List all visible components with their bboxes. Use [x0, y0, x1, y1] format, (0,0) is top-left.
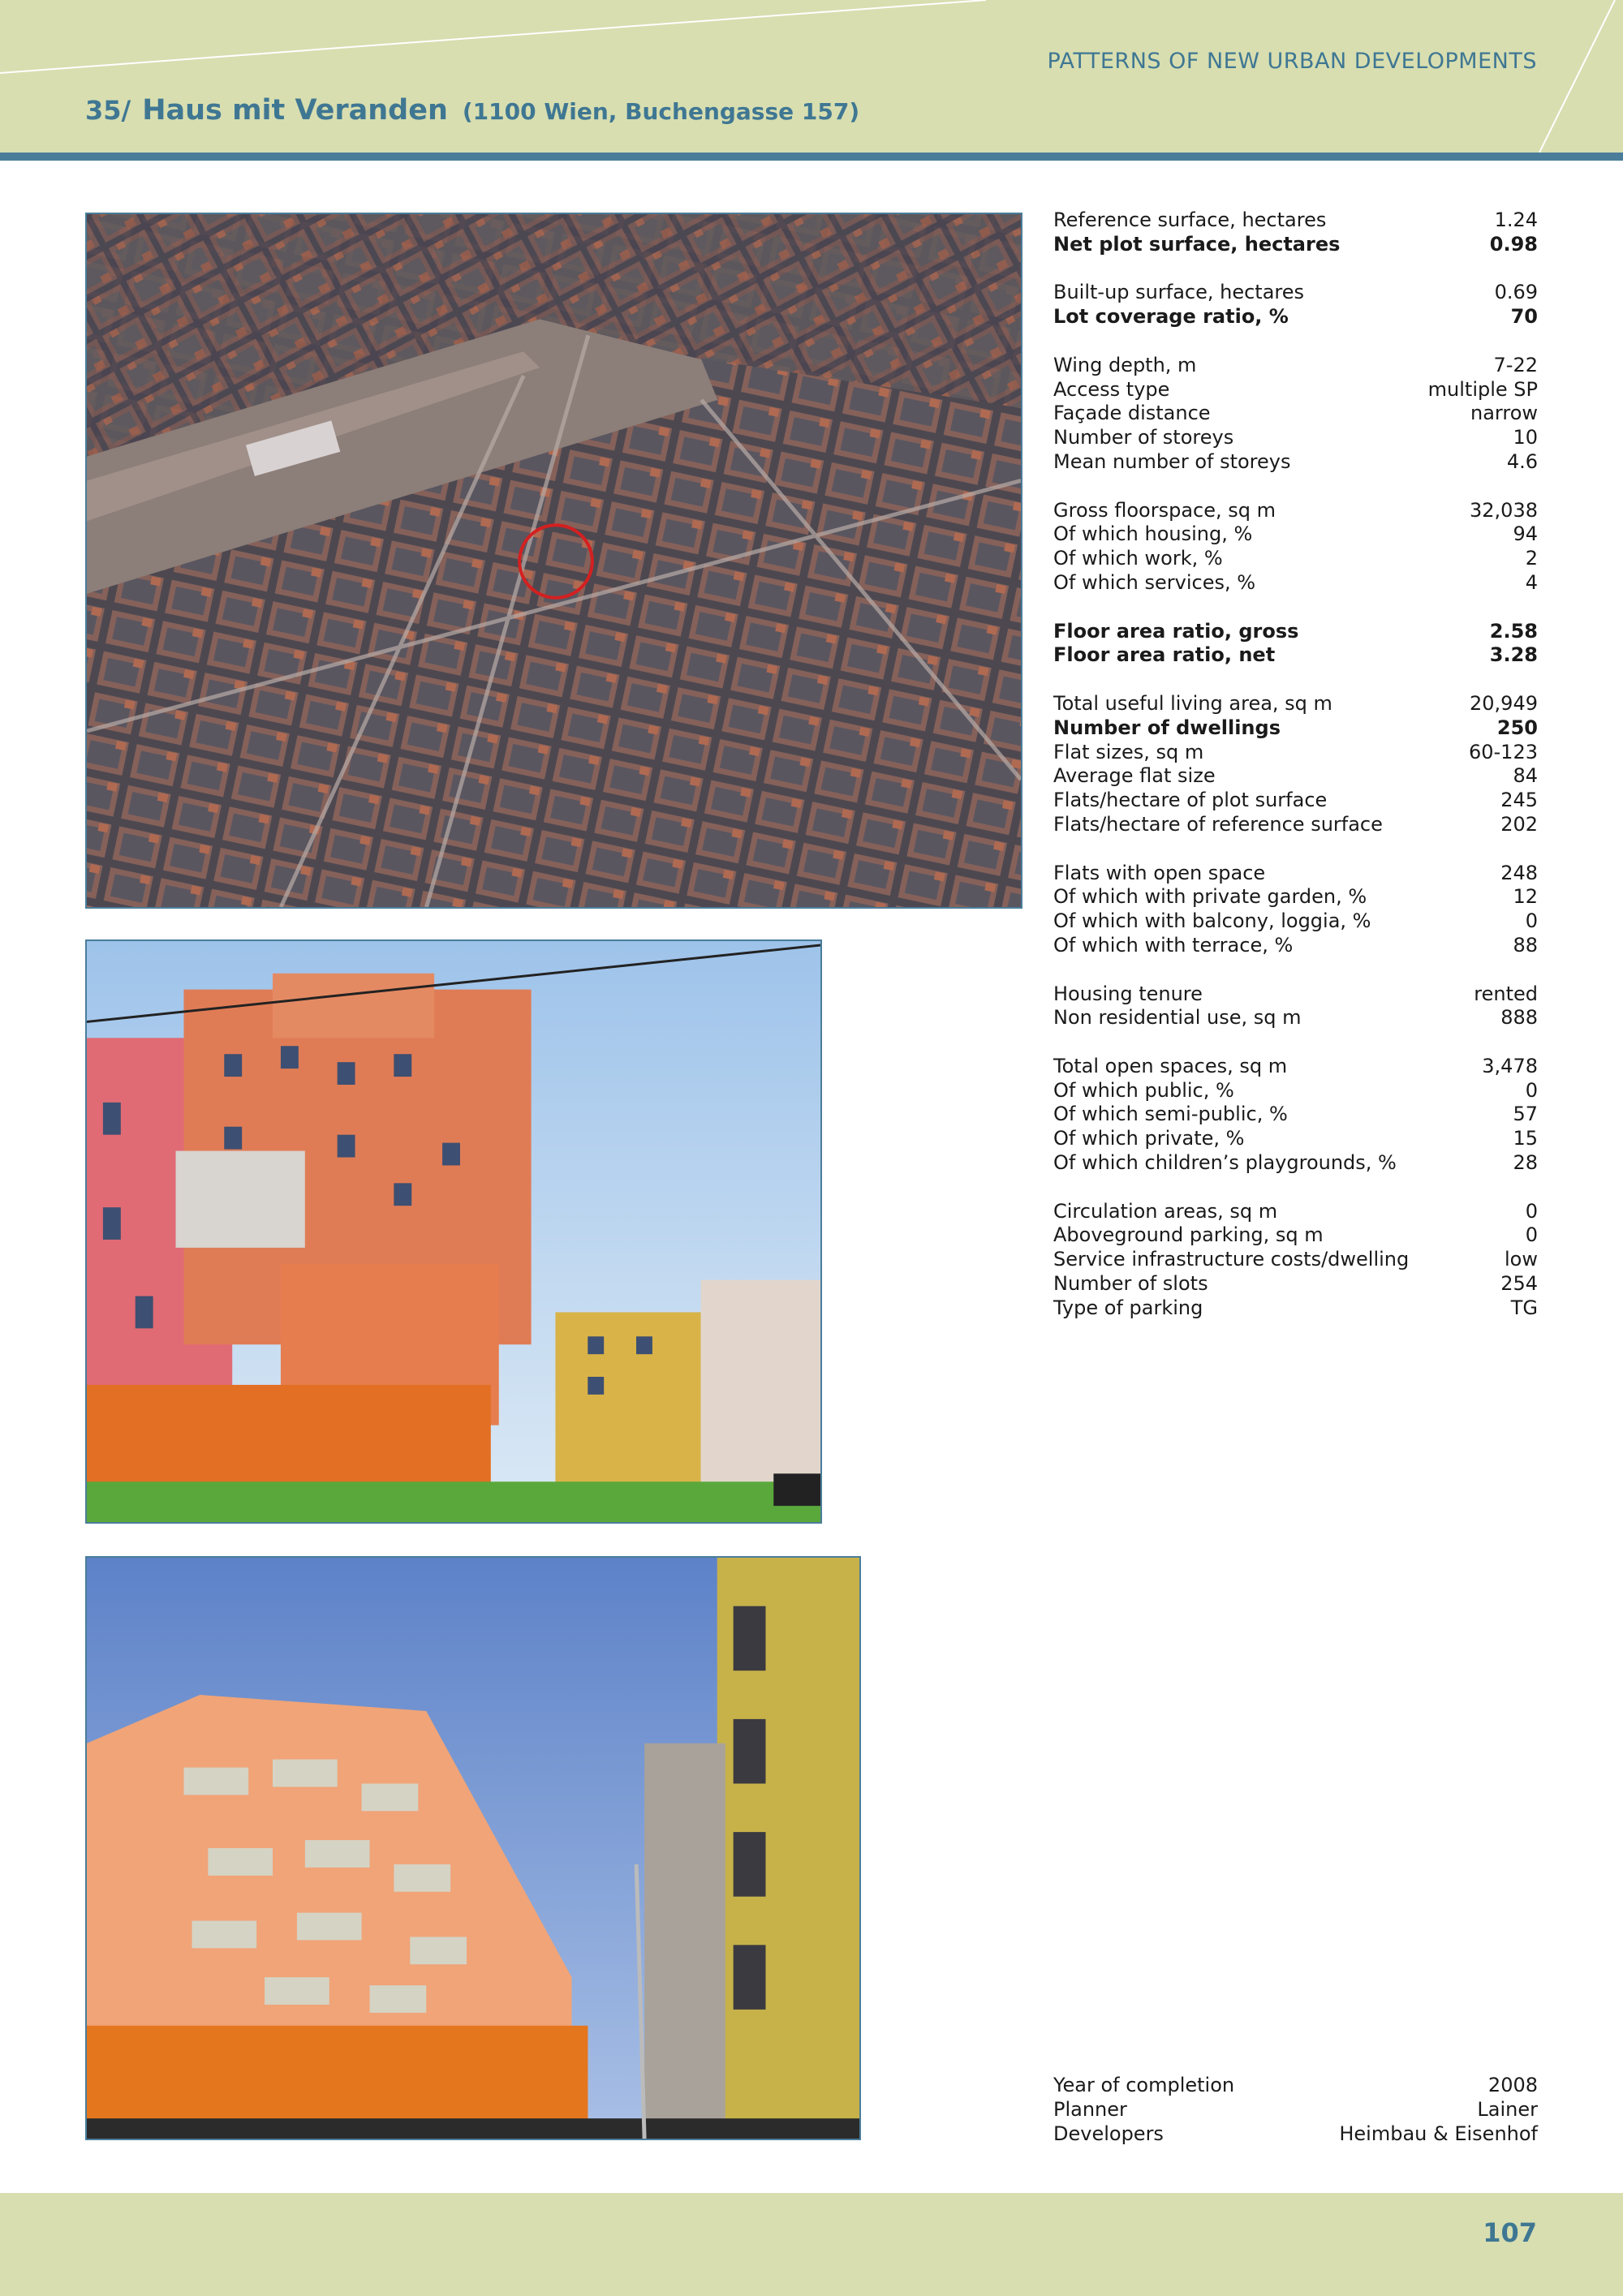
stat-row	[1053, 789, 1538, 813]
stat-value: 4.6	[1506, 449, 1538, 473]
stat-value: 2	[1525, 547, 1538, 570]
stat-value: 20,949	[1470, 691, 1538, 715]
stat-row	[1053, 1151, 1538, 1176]
stat-row	[1053, 764, 1538, 789]
group-spacer	[1053, 958, 1538, 982]
stat-row	[1053, 547, 1538, 571]
stat-label: Of which private, %	[1053, 1127, 1245, 1150]
group-spacer	[1053, 1030, 1538, 1055]
page-footer	[0, 2193, 1623, 2296]
stat-label: Reference surface, hectares	[1053, 209, 1327, 231]
info-row	[1053, 2074, 1538, 2098]
stat-row	[1053, 450, 1538, 475]
stat-value: 248	[1500, 861, 1538, 884]
stat-label: Built-up surface, hectares	[1053, 281, 1305, 304]
stat-label: Of which public, %	[1053, 1078, 1234, 1102]
stat-row	[1053, 1223, 1538, 1248]
stat-value: 1.24	[1494, 209, 1538, 231]
stat-row	[1053, 1296, 1538, 1321]
stat-row	[1053, 885, 1538, 909]
stat-row	[1053, 643, 1538, 668]
stat-label: Lot coverage ratio, %	[1053, 305, 1289, 329]
header-decor-lines	[0, 0, 1623, 153]
stat-label: Gross floorspace, sq m	[1053, 498, 1276, 522]
stat-row	[1053, 522, 1538, 547]
stat-label: Type of parking	[1053, 1296, 1203, 1319]
stat-row	[1053, 934, 1538, 958]
stat-value: 888	[1500, 1006, 1538, 1030]
stat-value: 2.58	[1489, 619, 1538, 643]
stat-label: Flats/hectare of reference surface	[1053, 812, 1383, 836]
stat-label: Access type	[1053, 377, 1170, 401]
aerial-site-photo	[85, 213, 1022, 909]
stat-row	[1053, 1248, 1538, 1272]
stat-value: 70	[1510, 305, 1538, 329]
info-label: Planner	[1053, 2097, 1127, 2121]
group-spacer	[1053, 257, 1538, 282]
stat-row	[1053, 305, 1538, 329]
stat-label: Total open spaces, sq m	[1053, 1054, 1288, 1077]
stat-row	[1053, 813, 1538, 837]
group-spacer	[1053, 329, 1538, 354]
stat-row	[1053, 620, 1538, 644]
stat-label: Number of slots	[1053, 1272, 1208, 1296]
group-spacer	[1053, 595, 1538, 620]
stat-row	[1053, 1103, 1538, 1127]
stat-value: multiple SP	[1427, 377, 1538, 401]
stat-label: Housing tenure	[1053, 982, 1203, 1005]
statistics-table	[1053, 209, 1538, 1321]
stat-row	[1053, 741, 1538, 765]
stat-label: Floor area ratio, gross	[1053, 619, 1299, 643]
stat-label: Floor area ratio, net	[1053, 643, 1276, 667]
stat-value: rented	[1474, 982, 1538, 1005]
stat-value: 0	[1525, 1199, 1538, 1223]
stat-value: 32,038	[1470, 498, 1538, 522]
page-heading	[85, 94, 859, 127]
stat-row	[1053, 1200, 1538, 1224]
stat-label: Façade distance	[1053, 402, 1211, 425]
stat-value: 254	[1500, 1272, 1538, 1296]
stat-value: 250	[1496, 716, 1538, 739]
stat-row	[1053, 909, 1538, 934]
stat-value: TG	[1510, 1296, 1538, 1319]
stat-row	[1053, 209, 1538, 233]
stat-row	[1053, 1006, 1538, 1030]
project-address: (1100 Wien, Buchengasse 157)	[462, 98, 860, 125]
stat-label: Flats/hectare of plot surface	[1053, 789, 1328, 812]
info-row	[1053, 2098, 1538, 2122]
project-number: 35/	[85, 95, 131, 126]
stat-label: Flat sizes, sq m	[1053, 740, 1204, 763]
info-value: Lainer	[1477, 2097, 1538, 2121]
info-row	[1053, 2122, 1538, 2147]
stat-row	[1053, 692, 1538, 716]
stat-row	[1053, 862, 1538, 886]
stat-value: 0	[1525, 1078, 1538, 1102]
page-header	[0, 0, 1623, 153]
info-value: Heimbau & Eisenhof	[1339, 2122, 1538, 2145]
stat-value: 4	[1525, 570, 1538, 594]
stat-value: 3.28	[1489, 643, 1538, 667]
stat-label: Number of storeys	[1053, 426, 1234, 449]
group-spacer	[1053, 668, 1538, 692]
stat-label: Mean number of storeys	[1053, 449, 1291, 473]
stat-row	[1053, 716, 1538, 741]
header-rule	[0, 153, 1623, 161]
stat-row	[1053, 402, 1538, 426]
series-title: PATTERNS OF NEW URBAN DEVELOPMENTS	[1047, 49, 1537, 74]
stat-value: 84	[1513, 764, 1538, 788]
stat-label: Of which services, %	[1053, 570, 1256, 594]
building-street-photo	[85, 939, 822, 1524]
stat-row	[1053, 982, 1538, 1007]
stat-row	[1053, 378, 1538, 402]
stat-label: Number of dwellings	[1053, 716, 1281, 739]
stat-value: 202	[1500, 812, 1538, 836]
building-balconies-photo	[85, 1556, 861, 2140]
stat-label: Of which with private garden, %	[1053, 885, 1367, 909]
stat-label: Of which children’s playgrounds, %	[1053, 1151, 1397, 1175]
stat-label: Flats with open space	[1053, 861, 1266, 884]
stat-label: Of which with balcony, loggia, %	[1053, 909, 1371, 933]
stat-value: 0.69	[1494, 281, 1538, 304]
stat-row	[1053, 1055, 1538, 1079]
stat-row	[1053, 1079, 1538, 1103]
stat-row	[1053, 233, 1538, 257]
stat-value: 15	[1513, 1127, 1538, 1150]
project-info	[1053, 2074, 1538, 2146]
stat-row	[1053, 281, 1538, 305]
stat-value: 0	[1525, 1223, 1538, 1247]
stat-value: 10	[1513, 426, 1538, 449]
stat-label: Net plot surface, hectares	[1053, 232, 1341, 256]
stat-label: Of which semi-public, %	[1053, 1103, 1288, 1126]
stat-label: Non residential use, sq m	[1053, 1006, 1302, 1030]
stat-row	[1053, 1272, 1538, 1296]
info-label: Year of completion	[1053, 2074, 1235, 2096]
stat-label: Of which housing, %	[1053, 522, 1253, 546]
stat-value: narrow	[1470, 402, 1538, 425]
info-value: 2008	[1487, 2074, 1538, 2096]
stat-value: 28	[1513, 1151, 1538, 1175]
stat-label: Total useful living area, sq m	[1053, 691, 1332, 715]
stat-value: 94	[1513, 522, 1538, 546]
stat-row	[1053, 499, 1538, 523]
stat-label: Of which with terrace, %	[1053, 933, 1294, 957]
stat-label: Average flat size	[1053, 764, 1216, 788]
stat-label: Circulation areas, sq m	[1053, 1199, 1278, 1223]
stat-row	[1053, 1127, 1538, 1151]
stat-value: 60-123	[1468, 740, 1538, 763]
stat-value: 0.98	[1489, 232, 1538, 256]
stat-value: 0	[1525, 909, 1538, 933]
stat-value: 57	[1513, 1103, 1538, 1126]
stat-row	[1053, 571, 1538, 595]
stat-value: low	[1505, 1248, 1538, 1271]
stat-label: Of which work, %	[1053, 547, 1223, 570]
stat-row	[1053, 354, 1538, 378]
page-number: 107	[1483, 2217, 1537, 2248]
group-spacer	[1053, 475, 1538, 499]
stat-value: 3,478	[1482, 1054, 1538, 1077]
group-spacer	[1053, 837, 1538, 862]
stat-value: 12	[1513, 885, 1538, 909]
group-spacer	[1053, 1176, 1538, 1200]
stat-value: 7-22	[1493, 353, 1538, 376]
project-title: Haus mit Veranden	[142, 94, 448, 127]
stat-row	[1053, 426, 1538, 450]
stat-value: 88	[1513, 933, 1538, 957]
stat-label: Wing depth, m	[1053, 353, 1197, 376]
stat-value: 245	[1500, 789, 1538, 812]
stat-label: Aboveground parking, sq m	[1053, 1223, 1324, 1247]
info-label: Developers	[1053, 2122, 1164, 2145]
stat-label: Service infrastructure costs/dwelling	[1053, 1248, 1410, 1271]
